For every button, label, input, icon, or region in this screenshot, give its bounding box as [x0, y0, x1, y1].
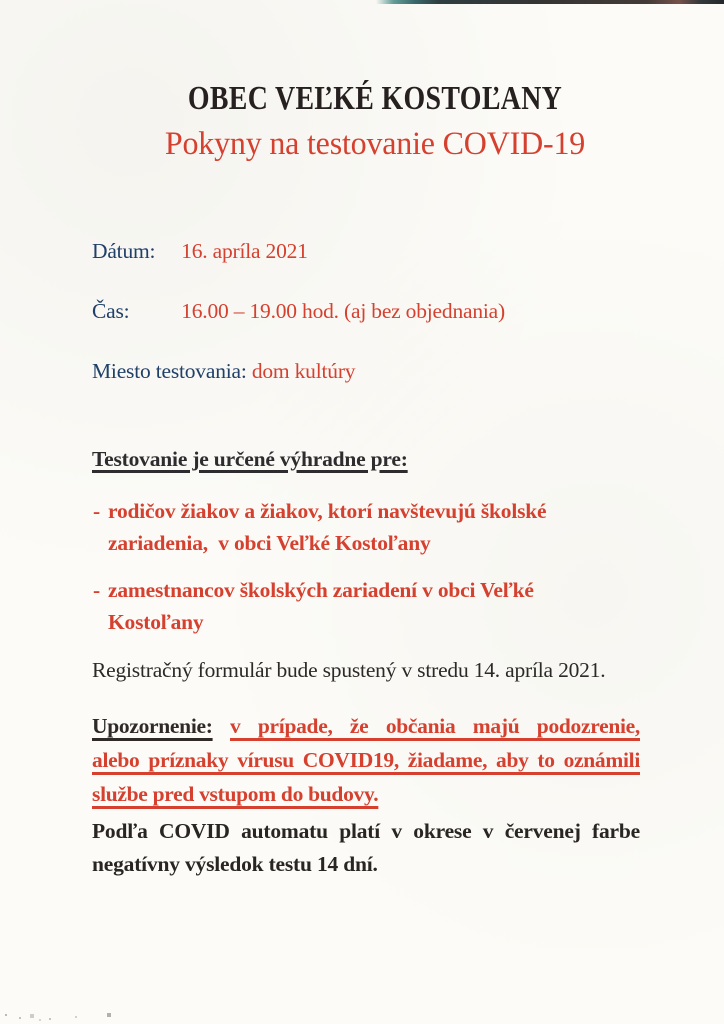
time-value: 16.00 – 19.00 hod. (aj bez objednania): [181, 299, 505, 323]
registration-note: Registračný formulár bude spustený v stredu 14. apríla 2021.: [92, 658, 606, 682]
place-value: dom kultúry: [251, 359, 356, 383]
warning-line: službe pred vstupom do budovy.: [92, 782, 379, 806]
eligibility-item-line: zariadenia, v obci Veľké Kostoľany: [108, 531, 431, 555]
warning-label: Upozornenie:: [92, 714, 213, 738]
place-row: [92, 356, 640, 386]
time-label: Čas:: [92, 299, 130, 323]
eligibility-item-staff: [92, 574, 640, 638]
bullet-dash: -: [93, 578, 100, 602]
warning-line: [92, 709, 640, 743]
date-label: Dátum:: [92, 239, 156, 263]
eligibility-item-parents: [92, 495, 640, 559]
covid-automat-line: Podľa COVID automatu platí v okrese v červenej farbe: [92, 819, 640, 843]
time-row: [92, 296, 640, 326]
date-row: [92, 236, 640, 266]
warning-paragraph: [92, 709, 640, 811]
eligibility-item-line: zamestnancov školských zariadení v obci Veľké: [108, 578, 534, 602]
document-header: [92, 78, 640, 165]
warning-text: v prípade, že občania majú podozrenie,: [230, 714, 640, 738]
eligibility-heading: Testovanie je určené výhradne pre:: [92, 447, 408, 471]
eligibility-item-line: rodičov žiakov a žiakov, ktorí navštevujú školské: [108, 499, 547, 523]
date-value: 16. apríla 2021: [181, 239, 308, 263]
covid-automat-note: [92, 815, 640, 881]
eligibility-item-line: Kostoľany: [108, 610, 204, 634]
test-details-section: [92, 236, 640, 386]
place-label: Miesto testovania:: [92, 359, 247, 383]
covid-automat-line: negatívny výsledok testu 14 dní.: [92, 852, 378, 876]
document-subtitle: Pokyny na testovanie COVID-19: [164, 126, 586, 162]
eligibility-section: [92, 444, 640, 638]
document-title: OBEC VEĽKÉ KOSTOĽANY: [187, 80, 563, 117]
eligibility-list: [92, 495, 640, 638]
warning-line: alebo príznaky vírusu COVID19, žiadame, aby to oznámili: [92, 748, 640, 772]
scan-artifact-specks: [5, 1014, 7, 1016]
bullet-dash: -: [93, 499, 100, 523]
